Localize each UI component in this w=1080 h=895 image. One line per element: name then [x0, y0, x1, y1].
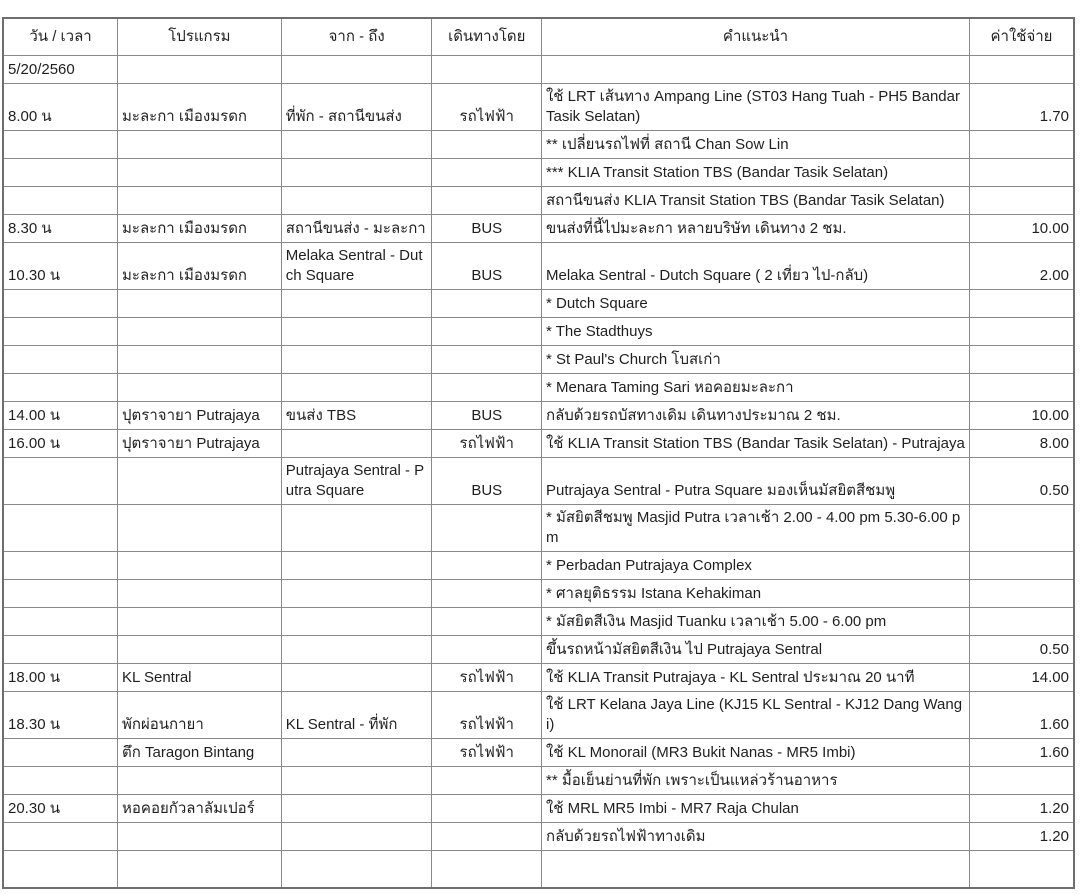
table-row — [3, 215, 1074, 243]
cell-program — [118, 552, 282, 580]
cell-from_to: ขนส่ง TBS — [281, 402, 432, 430]
table-row — [3, 692, 1074, 739]
cell-travel_by — [432, 56, 542, 84]
cell-cost — [969, 374, 1074, 402]
cell-cost: 1.20 — [969, 823, 1074, 851]
table-row — [3, 430, 1074, 458]
cell-travel_by — [432, 346, 542, 374]
cell-program — [118, 505, 282, 552]
cell-program — [118, 318, 282, 346]
cell-program — [118, 767, 282, 795]
cell-travel_by: BUS — [432, 402, 542, 430]
cell-advice: Melaka Sentral - Dutch Square ( 2 เที่ยว ไป-กลับ) — [541, 243, 969, 290]
cell-travel_by — [432, 131, 542, 159]
cell-from_to — [281, 795, 432, 823]
cell-advice: * Menara Taming Sari หอคอยมะละกา — [541, 374, 969, 402]
table-row — [3, 636, 1074, 664]
cell-advice — [541, 56, 969, 84]
table-row — [3, 505, 1074, 552]
cell-travel_by: BUS — [432, 243, 542, 290]
cell-program: หอคอยกัวลาลัมเปอร์ — [118, 795, 282, 823]
cell-cost — [969, 318, 1074, 346]
cell-travel_by — [432, 823, 542, 851]
cell-travel_by — [432, 187, 542, 215]
cell-program: มะละกา เมืองมรดก — [118, 84, 282, 131]
cell-day_time — [3, 739, 118, 767]
cell-cost — [969, 552, 1074, 580]
cell-day_time: 16.00 น — [3, 430, 118, 458]
cell-travel_by — [432, 767, 542, 795]
cell-cost — [969, 346, 1074, 374]
cell-advice: สถานีขนส่ง KLIA Transit Station TBS (Bandar Tasik Selatan) — [541, 187, 969, 215]
cell-day_time — [3, 131, 118, 159]
cell-travel_by: รถไฟฟ้า — [432, 664, 542, 692]
cell-program — [118, 290, 282, 318]
table-row — [3, 131, 1074, 159]
cell-day_time — [3, 580, 118, 608]
cell-from_to — [281, 664, 432, 692]
cell-advice: * ศาลยุติธรรม Istana Kehakiman — [541, 580, 969, 608]
cell-from_to — [281, 552, 432, 580]
cell-advice: ขนส่งที่นี้ไปมะละกา หลายบริษัท เดินทาง 2 ชม. — [541, 215, 969, 243]
cell-travel_by — [432, 159, 542, 187]
cell-cost: 0.50 — [969, 636, 1074, 664]
table-row — [3, 552, 1074, 580]
cell-program — [118, 580, 282, 608]
table-row — [3, 795, 1074, 823]
cell-day_time: 10.30 น — [3, 243, 118, 290]
cell-from_to — [281, 636, 432, 664]
table-row — [3, 346, 1074, 374]
cell-from_to: Putrajaya Sentral - Putra Square — [281, 458, 432, 505]
cell-cost: 0.50 — [969, 458, 1074, 505]
cell-day_time: 5/20/2560 — [3, 56, 118, 84]
table-row — [3, 318, 1074, 346]
table-row — [3, 664, 1074, 692]
cell-travel_by — [432, 374, 542, 402]
cell-from_to — [281, 608, 432, 636]
cell-from_to — [281, 318, 432, 346]
cell-travel_by — [432, 552, 542, 580]
cell-advice: * Perbadan Putrajaya Complex — [541, 552, 969, 580]
cell-cost: 14.00 — [969, 664, 1074, 692]
cell-program: พักผ่อนกายา — [118, 692, 282, 739]
cell-cost — [969, 131, 1074, 159]
table-row — [3, 851, 1074, 889]
cell-advice: * The Stadthuys — [541, 318, 969, 346]
cell-travel_by: BUS — [432, 215, 542, 243]
cell-travel_by — [432, 851, 542, 889]
table-row — [3, 823, 1074, 851]
cell-travel_by — [432, 795, 542, 823]
cell-program — [118, 851, 282, 889]
cell-from_to — [281, 767, 432, 795]
cell-day_time — [3, 159, 118, 187]
cell-cost: 1.60 — [969, 692, 1074, 739]
cell-program: ตึก Taragon Bintang — [118, 739, 282, 767]
cell-cost: 2.00 — [969, 243, 1074, 290]
cell-advice: ขึ้นรถหน้ามัสยิตสีเงิน ไป Putrajaya Sentral — [541, 636, 969, 664]
cell-program — [118, 608, 282, 636]
cell-from_to — [281, 159, 432, 187]
cell-advice: ** เปลี่ยนรถไฟที่ สถานี Chan Sow Lin — [541, 131, 969, 159]
cell-day_time — [3, 187, 118, 215]
cell-from_to — [281, 346, 432, 374]
cell-cost — [969, 187, 1074, 215]
cell-advice: * มัสยิตสีชมพู Masjid Putra เวลาเช้า 2.00 - 4.00 pm 5.30-6.00 pm — [541, 505, 969, 552]
cell-advice: * มัสยิตสีเงิน Masjid Tuanku เวลาเช้า 5.00 - 6.00 pm — [541, 608, 969, 636]
cell-travel_by: รถไฟฟ้า — [432, 739, 542, 767]
cell-advice: * Dutch Square — [541, 290, 969, 318]
header-advice: คำแนะนำ — [541, 18, 969, 56]
cell-day_time — [3, 318, 118, 346]
table-row — [3, 84, 1074, 131]
itinerary-table — [2, 17, 1075, 889]
table-row — [3, 580, 1074, 608]
cell-day_time — [3, 823, 118, 851]
cell-day_time: 14.00 น — [3, 402, 118, 430]
cell-day_time — [3, 290, 118, 318]
cell-program — [118, 131, 282, 159]
cell-cost: 1.60 — [969, 739, 1074, 767]
cell-advice: กลับด้วยรถไฟฟ้าทางเดิม — [541, 823, 969, 851]
cell-cost — [969, 290, 1074, 318]
cell-cost — [969, 580, 1074, 608]
cell-from_to — [281, 131, 432, 159]
header-program: โปรแกรม — [118, 18, 282, 56]
cell-cost — [969, 608, 1074, 636]
cell-advice: ใช้ LRT Kelana Jaya Line (KJ15 KL Sentral - KJ12 Dang Wangi) — [541, 692, 969, 739]
cell-program: KL Sentral — [118, 664, 282, 692]
cell-cost: 8.00 — [969, 430, 1074, 458]
cell-advice: *** KLIA Transit Station TBS (Bandar Tasik Selatan) — [541, 159, 969, 187]
header-from-to: จาก - ถึง — [281, 18, 432, 56]
header-day-time: วัน / เวลา — [3, 18, 118, 56]
cell-advice — [541, 851, 969, 889]
cell-day_time: 8.00 น — [3, 84, 118, 131]
cell-from_to — [281, 290, 432, 318]
cell-from_to — [281, 851, 432, 889]
cell-advice: กลับด้วยรถบัสทางเดิม เดินทางประมาณ 2 ชม. — [541, 402, 969, 430]
cell-from_to: สถานีขนส่ง - มะละกา — [281, 215, 432, 243]
cell-from_to — [281, 505, 432, 552]
cell-cost — [969, 851, 1074, 889]
cell-from_to — [281, 187, 432, 215]
cell-day_time — [3, 767, 118, 795]
cell-travel_by — [432, 608, 542, 636]
cell-travel_by: รถไฟฟ้า — [432, 692, 542, 739]
table-row — [3, 402, 1074, 430]
cell-travel_by — [432, 580, 542, 608]
cell-program — [118, 458, 282, 505]
cell-day_time — [3, 458, 118, 505]
header-travel-by: เดินทางโดย — [432, 18, 542, 56]
cell-advice: ใช้ KL Monorail (MR3 Bukit Nanas - MR5 Imbi) — [541, 739, 969, 767]
table-row — [3, 608, 1074, 636]
cell-program — [118, 346, 282, 374]
cell-day_time — [3, 851, 118, 889]
cell-program — [118, 159, 282, 187]
cell-travel_by: รถไฟฟ้า — [432, 430, 542, 458]
cell-from_to: Melaka Sentral - Dutch Square — [281, 243, 432, 290]
cell-advice: * St Paul's Church โบสเก่า — [541, 346, 969, 374]
table-row — [3, 767, 1074, 795]
cell-cost: 10.00 — [969, 402, 1074, 430]
cell-day_time — [3, 636, 118, 664]
cell-travel_by — [432, 505, 542, 552]
cell-program — [118, 823, 282, 851]
cell-advice: ** มื้อเย็นย่านที่พัก เพราะเป็นแหล่วร้านอาหาร — [541, 767, 969, 795]
cell-advice: ใช้ KLIA Transit Putrajaya - KL Sentral ประมาณ 20 นาที — [541, 664, 969, 692]
cell-advice: ใช้ KLIA Transit Station TBS (Bandar Tasik Selatan) - Putrajaya — [541, 430, 969, 458]
cell-from_to — [281, 580, 432, 608]
cell-program: ปุตราจายา Putrajaya — [118, 402, 282, 430]
header-cost: ค่าใช้จ่าย — [969, 18, 1074, 56]
cell-cost: 1.70 — [969, 84, 1074, 131]
cell-travel_by — [432, 290, 542, 318]
cell-program: มะละกา เมืองมรดก — [118, 243, 282, 290]
cell-travel_by: BUS — [432, 458, 542, 505]
table-row — [3, 290, 1074, 318]
cell-day_time — [3, 505, 118, 552]
cell-day_time — [3, 346, 118, 374]
cell-day_time: 20.30 น — [3, 795, 118, 823]
cell-cost: 1.20 — [969, 795, 1074, 823]
table-row — [3, 739, 1074, 767]
cell-program — [118, 56, 282, 84]
cell-travel_by: รถไฟฟ้า — [432, 84, 542, 131]
table-body — [3, 56, 1074, 889]
table-row — [3, 243, 1074, 290]
cell-day_time: 18.00 น — [3, 664, 118, 692]
cell-from_to: KL Sentral - ที่พัก — [281, 692, 432, 739]
cell-day_time: 8.30 น — [3, 215, 118, 243]
cell-program: มะละกา เมืองมรดก — [118, 215, 282, 243]
table-row — [3, 374, 1074, 402]
cell-program: ปุตราจายา Putrajaya — [118, 430, 282, 458]
cell-cost — [969, 767, 1074, 795]
cell-day_time — [3, 608, 118, 636]
cell-cost: 10.00 — [969, 215, 1074, 243]
cell-cost — [969, 505, 1074, 552]
header-row — [3, 18, 1074, 56]
cell-from_to — [281, 430, 432, 458]
cell-program — [118, 374, 282, 402]
cell-cost — [969, 159, 1074, 187]
cell-from_to — [281, 374, 432, 402]
cell-day_time — [3, 552, 118, 580]
cell-day_time: 18.30 น — [3, 692, 118, 739]
table-row — [3, 187, 1074, 215]
cell-advice: ใช้ LRT เส้นทาง Ampang Line (ST03 Hang Tuah - PH5 Bandar Tasik Selatan) — [541, 84, 969, 131]
cell-program — [118, 187, 282, 215]
cell-travel_by — [432, 318, 542, 346]
cell-day_time — [3, 374, 118, 402]
cell-advice: ใช้ MRL MR5 Imbi - MR7 Raja Chulan — [541, 795, 969, 823]
cell-from_to — [281, 56, 432, 84]
cell-advice: Putrajaya Sentral - Putra Square มองเห็นมัสยิตสีชมพู — [541, 458, 969, 505]
table-row — [3, 458, 1074, 505]
table-row — [3, 56, 1074, 84]
cell-from_to — [281, 823, 432, 851]
cell-from_to: ที่พัก - สถานีขนส่ง — [281, 84, 432, 131]
cell-from_to — [281, 739, 432, 767]
cell-program — [118, 636, 282, 664]
cell-travel_by — [432, 636, 542, 664]
cell-cost — [969, 56, 1074, 84]
table-row — [3, 159, 1074, 187]
